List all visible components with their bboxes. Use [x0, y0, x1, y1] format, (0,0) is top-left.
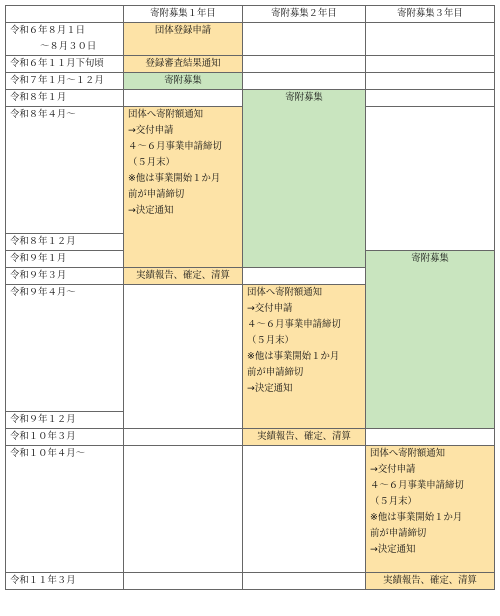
- year3-notification-cell: [366, 446, 495, 573]
- table-row: [6, 446, 495, 573]
- period-cell: 令和９年４月～: [6, 285, 124, 412]
- notification-line: （５月末）: [247, 335, 294, 346]
- period-cell: 令和９年１月: [6, 251, 124, 268]
- year1-cell: [124, 446, 243, 573]
- period-cell: 令和１０年４月～: [6, 446, 124, 573]
- year3-cell: 実績報告、確定、清算: [366, 573, 495, 590]
- year1-cell: 登録審査結果通知: [124, 56, 243, 73]
- period-cell: [6, 23, 124, 56]
- table-row: [6, 23, 495, 56]
- notification-line: 前が申請締切: [247, 367, 304, 378]
- header-year3: 寄附募集３年目: [366, 6, 495, 23]
- notification-line: →交付申請: [247, 303, 293, 314]
- notification-line: ※他は事業開始１か月: [128, 173, 221, 184]
- period-cell: 令和８年４月～: [6, 107, 124, 234]
- notification-line: （５月末）: [128, 157, 175, 168]
- year2-cell: [243, 73, 366, 90]
- year2-cell: 寄附募集: [243, 90, 366, 268]
- period-cell: 令和８年１月: [6, 90, 124, 107]
- period-cell: 令和１０年３月: [6, 429, 124, 446]
- notification-line: ４～６月事業申請締切: [370, 480, 464, 491]
- period-cell: 令和７年１月～１２月: [6, 73, 124, 90]
- period-line: 令和６年８月１日: [10, 25, 86, 36]
- notification-line: →交付申請: [128, 125, 174, 136]
- notification-line: ４～６月事業申請締切: [128, 141, 222, 152]
- header-year1: 寄附募集１年目: [124, 6, 243, 23]
- notification-line: →決定通知: [370, 544, 416, 555]
- table-row: [6, 429, 495, 446]
- period-cell: 令和９年１２月: [6, 412, 124, 429]
- year2-cell: 実績報告、確定、清算: [243, 429, 366, 446]
- notification-line: ※他は事業開始１か月: [247, 351, 340, 362]
- year1-cell: [124, 429, 243, 446]
- notification-line: （５月末）: [370, 496, 417, 507]
- period-line: ～８月３０日: [40, 41, 97, 52]
- notification-line: 前が申請締切: [128, 189, 185, 200]
- year2-cell: [243, 56, 366, 73]
- year3-cell: [366, 73, 495, 90]
- year1-cell: [124, 90, 243, 107]
- notification-line: ４～６月事業申請締切: [247, 319, 341, 330]
- year3-cell: [366, 23, 495, 56]
- year1-cell: [124, 573, 243, 590]
- year2-notification-cell: [243, 285, 366, 429]
- notification-line: ※他は事業開始１か月: [370, 512, 463, 523]
- year1-cell: [124, 285, 243, 429]
- year1-cell: 団体登録申請: [124, 23, 243, 56]
- year3-cell: 寄附募集: [366, 251, 495, 429]
- year2-cell: [243, 268, 366, 285]
- year1-cell: 実績報告、確定、清算: [124, 268, 243, 285]
- header-row: [6, 6, 495, 23]
- notification-line: →決定通知: [128, 205, 174, 216]
- year1-notification-cell: [124, 107, 243, 268]
- notification-line: 団体へ寄附額通知: [128, 109, 204, 120]
- year1-cell: 寄附募集: [124, 73, 243, 90]
- period-cell: 令和９年３月: [6, 268, 124, 285]
- notification-line: 団体へ寄附額通知: [247, 287, 323, 298]
- table-row: [6, 573, 495, 590]
- period-cell: 令和６年１１月下旬頃: [6, 56, 124, 73]
- schedule-table: [5, 5, 495, 590]
- header-period: [6, 6, 124, 23]
- year3-cell: [366, 90, 495, 107]
- period-cell: 令和８年１２月: [6, 234, 124, 251]
- notification-line: →決定通知: [247, 383, 293, 394]
- notification-line: 団体へ寄附額通知: [370, 448, 446, 459]
- year2-cell: [243, 23, 366, 56]
- year2-cell: [243, 573, 366, 590]
- table-row: [6, 73, 495, 90]
- year2-cell: [243, 446, 366, 573]
- year3-cell: [366, 429, 495, 446]
- notification-line: 前が申請締切: [370, 528, 427, 539]
- notification-line: →交付申請: [370, 464, 416, 475]
- table-row: [6, 56, 495, 73]
- period-cell: 令和１１年３月: [6, 573, 124, 590]
- table-row: [6, 90, 495, 107]
- year3-cell: [366, 107, 495, 251]
- year3-cell: [366, 56, 495, 73]
- header-year2: 寄附募集２年目: [243, 6, 366, 23]
